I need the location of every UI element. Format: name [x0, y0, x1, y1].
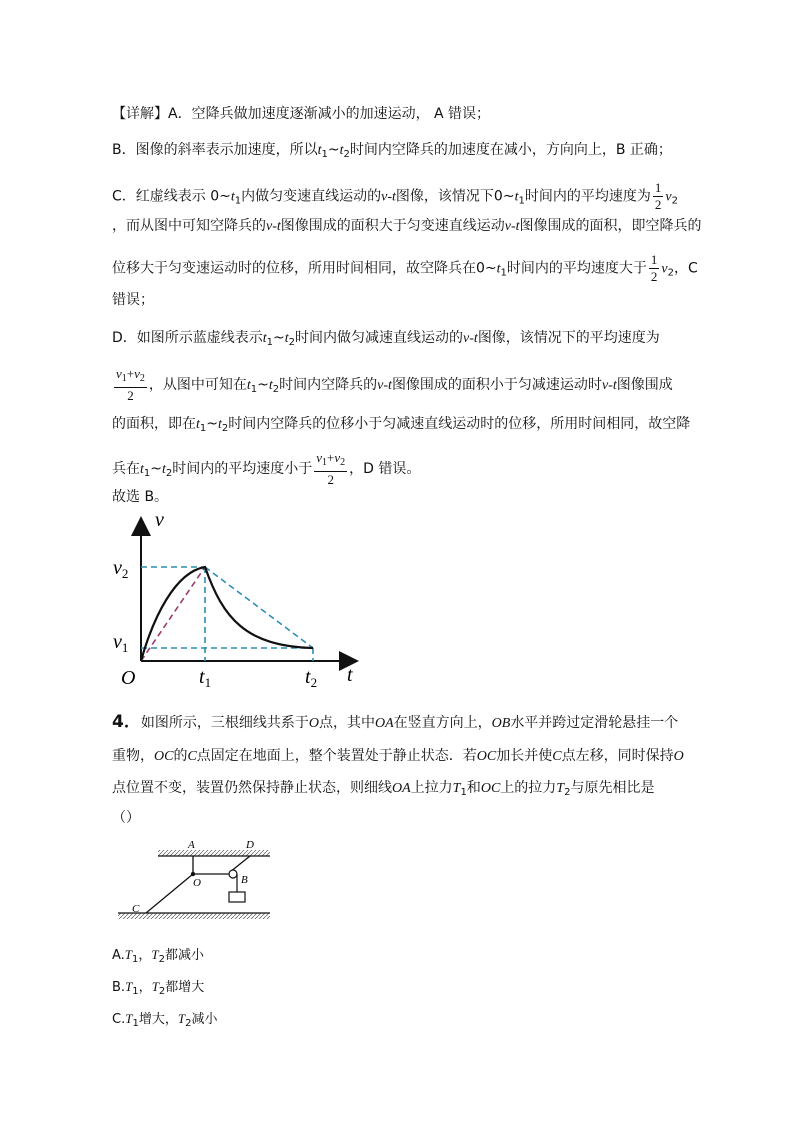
- blue-dash-decel: [205, 567, 313, 648]
- option-a[interactable]: $A.T_1$，$T_2$都减小: [112, 947, 205, 965]
- explanation-line-4: ，而从图中可知空降兵的v-t图像围成的面积大于匀变速直线运动v-t图像围成的面积，即空降兵的: [112, 218, 702, 234]
- t1-label: $t_1$: [199, 666, 212, 690]
- weight-block: [229, 892, 245, 902]
- vt-curve: [141, 567, 313, 661]
- explanation-line-5: 位移大于匀变速运动时的位移，所用时间相同，故空降兵在$0\sim t_1$时间内的平均速度大于 $\frac{1}{2}$ $v_2$，C: [112, 252, 698, 284]
- option-c[interactable]: $C.T_1$增大，$T_2$减小: [112, 1011, 218, 1029]
- vt-graph: [105, 508, 375, 693]
- option-b[interactable]: $B.T_1$，$T_2$都增大: [112, 979, 205, 997]
- explanation-line-1: 【详解】A．空降兵做加速度逐渐减小的加速运动， A 错误；: [112, 106, 491, 122]
- knot-O: [191, 872, 195, 876]
- red-dash-accel: [141, 567, 205, 661]
- svg-text:A: A: [188, 839, 195, 851]
- question-4-line-2: 重物，OC的C点固定在地面上，整个装置处于静止状态．若OC加长并使C点左移，同时保持O: [112, 748, 684, 764]
- string-OC: [146, 874, 193, 913]
- explanation-line-6: 错误；: [112, 292, 154, 308]
- fraction-half: $\frac{1}{2}$: [654, 180, 662, 212]
- question-4-line-1: 4．如图所示，三根细线共系于O点，其中OA在竖直方向上，OB水平并跨过定滑轮悬挂一个: [112, 712, 679, 732]
- svg-text:O: O: [193, 877, 201, 889]
- t-axis-label: t: [347, 664, 353, 686]
- fraction-half: $\frac{1}{2}$: [650, 252, 658, 284]
- explanation-line-10: 兵在$t_1\sim t_2$时间内的平均速度小于 $\frac{v_1+v_2}{2}$ ，D 错误。: [112, 450, 421, 487]
- question-4-line-4: （）: [112, 810, 140, 826]
- v1-label: $v_1$: [113, 631, 129, 655]
- explanation-line-7: D．如图所示蓝虚线表示$t_1\sim t_2$时间内做匀减速直线运动的v-t图像，该情况下的平均速度为: [112, 330, 660, 348]
- v2-label: $v_2$: [113, 557, 129, 581]
- explanation-line-11: 故选 B。: [112, 489, 169, 505]
- detail-tag: 【详解】: [112, 106, 168, 122]
- explanation-line-3: C．红虚线表示 $0\sim t_1$内做匀变速直线运动的v-t图像，该情况下$0\sim t_1$时间内的平均速度为 $\frac{1}{2}$ $v_2$: [112, 180, 678, 212]
- svg-text:C: C: [132, 903, 140, 915]
- fraction-avg: $\frac{v_1+v_2}{2}$: [316, 450, 346, 487]
- svg-text:D: D: [246, 839, 254, 851]
- pulley-figure: [118, 836, 278, 928]
- t2-label: $t_2$: [305, 666, 318, 690]
- explanation-line-8: $\frac{v_1+v_2}{2}$ ，从图中可知在$t_1\sim t_2$时间内空降兵的v-t图像围成的面积小于匀减速运动时v-t图像围成: [116, 366, 673, 403]
- ground: [118, 913, 270, 919]
- question-number: 4．: [112, 712, 141, 732]
- v-axis-label: v: [155, 509, 164, 531]
- fraction-avg: $\frac{v_1+v_2}{2}$: [116, 366, 145, 403]
- explanation-line-2: B．图像的斜率表示加速度，所以$t_1\sim t_2$时间内空降兵的加速度在减小，方向向上，B 正确；: [112, 142, 672, 160]
- pulley: [229, 870, 237, 878]
- explanation-line-9: 的面积，即在$t_1\sim t_2$时间内空降兵的位移小于匀减速直线运动时的位移，所用时间相同，故空降: [112, 416, 691, 434]
- svg-text:B: B: [241, 874, 248, 886]
- question-4-line-3: 点位置不变，装置仍然保持静止状态，则细线OA上拉力$T_1$和OC上的拉力$T_2$与原先相比是: [112, 780, 655, 798]
- origin-label: O: [121, 667, 136, 689]
